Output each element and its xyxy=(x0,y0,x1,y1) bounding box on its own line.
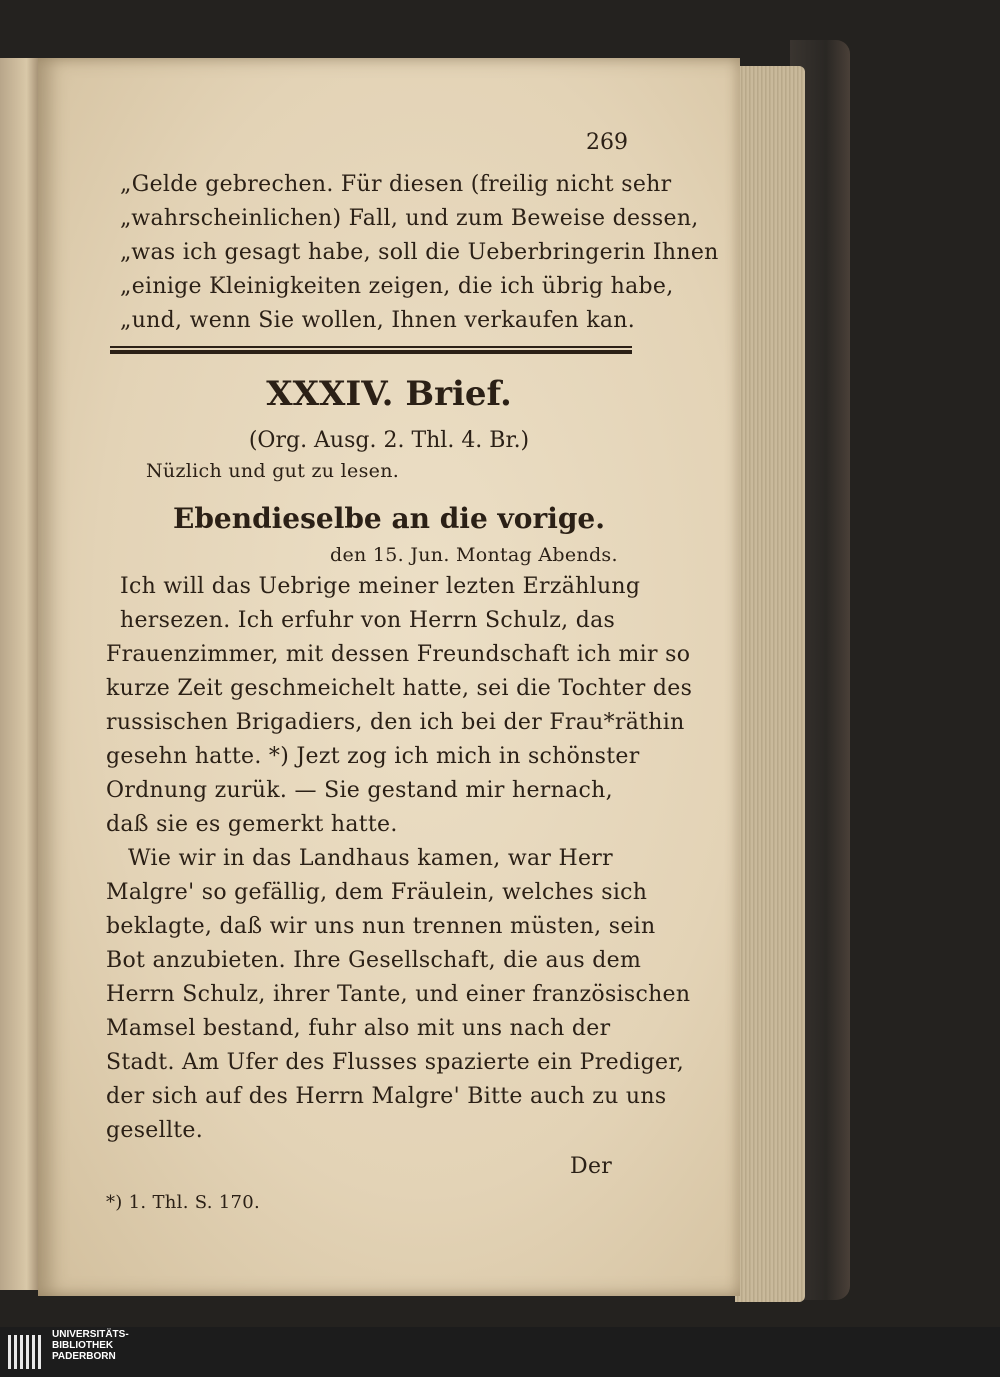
page-number: 269 xyxy=(586,130,628,155)
footnote: *) 1. Thl. S. 170. xyxy=(106,1192,261,1213)
library-logo-line: UNIVERSITÄTS- xyxy=(52,1329,129,1340)
text-line: Frauenzimmer, mit dessen Freundschaft ich mir so xyxy=(106,642,691,667)
book-page xyxy=(38,58,740,1296)
text-line: daß sie es gemerkt hatte. xyxy=(106,812,398,837)
text-line: „und, wenn Sie wollen, Ihnen verkaufen kan. xyxy=(120,308,636,333)
letter-heading: Ebendieselbe an die vorige. xyxy=(173,502,605,535)
text-line: gesehn hatte. *) Jezt zog ich mich in schönster xyxy=(106,744,640,769)
text-line: der sich auf des Herrn Malgre' Bitte auch zu uns xyxy=(106,1084,667,1109)
library-logo-line: BIBLIOTHEK xyxy=(52,1340,114,1351)
text-line: hersezen. Ich erfuhr von Herrn Schulz, das xyxy=(120,608,616,633)
letter-title: XXXIV. Brief. xyxy=(266,374,512,414)
text-line: „einige Kleinigkeiten zeigen, die ich übrig habe, xyxy=(120,274,674,299)
text-line: kurze Zeit geschmeichelt hatte, sei die Tochter des xyxy=(106,676,693,701)
text-line: russischen Brigadiers, den ich bei der Frau*räthin xyxy=(106,710,685,735)
text-line: Bot anzubieten. Ihre Gesellschaft, die aus dem xyxy=(106,948,642,973)
text-line: „was ich gesagt habe, soll die Ueberbringerin Ihnen xyxy=(120,240,719,265)
library-logo-line: PADERBORN xyxy=(52,1351,116,1362)
text-line: beklagte, daß wir uns nun trennen müsten, sein xyxy=(106,914,656,939)
facing-page-edge xyxy=(0,58,38,1290)
note-line: Nüzlich und gut zu lesen. xyxy=(146,460,400,482)
text-line: Wie wir in das Landhaus kamen, war Herr xyxy=(128,846,613,871)
letter-reference: (Org. Ausg. 2. Thl. 4. Br.) xyxy=(248,428,530,453)
library-footer xyxy=(0,1327,1000,1377)
text-line: Ordnung zurük. — Sie gestand mir hernach, xyxy=(106,778,613,803)
page-edges xyxy=(735,66,805,1302)
catchword: Der xyxy=(570,1154,613,1179)
text-line: gesellte. xyxy=(106,1118,204,1143)
text-line: Malgre' so gefällig, dem Fräulein, welches sich xyxy=(106,880,648,905)
text-line: Stadt. Am Ufer des Flusses spazierte ein Prediger, xyxy=(106,1050,685,1075)
text-line: Ich will das Uebrige meiner lezten Erzählung xyxy=(120,574,641,599)
dateline: den 15. Jun. Montag Abends. xyxy=(330,544,618,566)
library-logo-icon xyxy=(8,1335,44,1369)
text-line: „wahrscheinlichen) Fall, und zum Beweise dessen, xyxy=(120,206,699,231)
section-rule xyxy=(110,346,632,354)
text-line: Herrn Schulz, ihrer Tante, und einer französischen xyxy=(106,982,691,1007)
text-line: „Gelde gebrechen. Für diesen (freilig nicht sehr xyxy=(120,172,672,197)
text-line: Mamsel bestand, fuhr also mit uns nach der xyxy=(106,1016,611,1041)
